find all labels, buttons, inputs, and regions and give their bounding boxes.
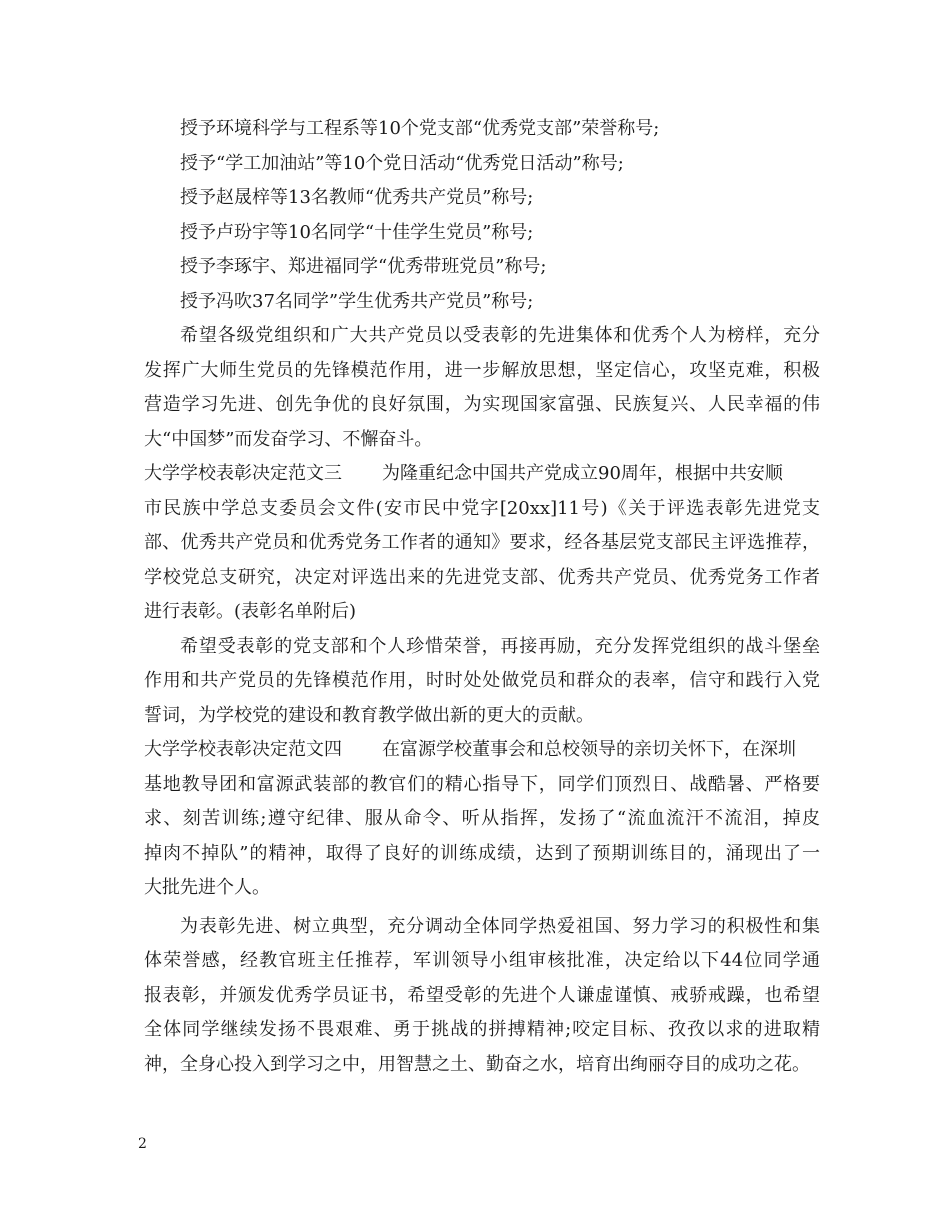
paragraph-line: 学校党总支研究，决定对评选出来的先进党支部、优秀共产党员、优秀党务工作者 [144,566,820,588]
award-line: 授予李琢宇、郑进福同学“优秀带班党员”称号; [180,256,547,277]
paragraph-line: 希望受表彰的党支部和个人珍惜荣誉，再接再励，充分发挥党组织的战斗堡垒 [180,635,820,657]
paragraph-line: 营造学习先进、创先争优的良好氛围，为实现国家富强、民族复兴、人民幸福的伟 [144,394,820,415]
award-line: 授予环境科学与工程系等10个党支部“优秀党支部”荣誉称号; [180,118,660,139]
paragraph-line: 大“中国梦”而发奋学习、不懈奋斗。 [144,428,433,450]
page-number: 2 [138,1136,147,1152]
paragraph-line: 神，全身心投入到学习之中，用智慧之土、勤奋之水，培育出绚丽夺目的成功之花。 [144,1053,810,1075]
document-page [144,112,820,1082]
paragraph-line: 希望各级党组织和广大共产党员以受表彰的先进集体和优秀个人为榜样，充分 [180,325,820,346]
paragraph-line: 求、刻苦训练;遵守纪律、服从命令、听从指挥，发扬了“流血流汗不流泪，掉皮 [144,808,820,829]
award-line: 授予卢玢宇等10名同学“十佳学生党员”称号; [180,221,534,243]
section-heading-line [144,733,820,768]
paragraph-line: 发挥广大师生党员的先锋模范作用，进一步解放思想，坚定信心，攻坚克难，积极 [144,359,820,381]
paragraph-line: 报表彰，并颁发优秀学员证书，希望受彰的先进个人谦虚谨慎、戒骄戒躁，也希望 [144,984,820,1006]
paragraph-line: 全体同学继续发扬不畏艰难、勇于挑战的拼搏精神;咬定目标、孜孜以求的进取精 [144,1019,820,1040]
paragraph-line: 体荣誉感，经教官班主任推荐，军训领导小组审核批准，决定给以下44位同学通 [144,950,820,971]
paragraph-line: 大批先进个人。 [144,877,270,898]
section-heading-line [144,457,820,492]
section-first-line: 为隆重纪念中国共产党成立90周年，根据中共安顺 [382,463,783,484]
paragraph-line: 市民族中学总支委员会文件(安市民中党字[20xx]11号)《关于评选表彰先进党支 [144,497,820,519]
award-line: 授予“学工加油站”等10个党日活动“优秀党日活动”称号; [180,152,624,174]
section-heading: 大学学校表彰决定范文四 [144,739,342,760]
section-first-line: 在富源学校董事会和总校领导的亲切关怀下，在深圳 [382,739,796,760]
paragraph-line: 基地教导团和富源武装部的教官们的精心指导下，同学们顶烈日、战酷暑、严格要 [144,773,820,795]
paragraph-line: 誓词，为学校党的建设和教育教学做出新的更大的贡献。 [144,704,594,726]
award-line: 授予赵晟梓等13名教师“优秀共产党员”称号; [180,187,534,208]
award-line: 授予冯吹37名同学”学生优秀共产党员”称号; [180,290,534,312]
paragraph-line: 掉肉不掉队”的精神，取得了良好的训练成绩，达到了预期训练目的，涌现出了一 [144,842,820,864]
paragraph-line: 进行表彰。(表彰名单附后) [144,601,357,622]
section-heading: 大学学校表彰决定范文三 [144,463,342,484]
paragraph-line: 作用和共产党员的先锋模范作用，时时处处做党员和群众的表率，信守和践行入党 [144,670,820,691]
paragraph-line: 为表彰先进、树立典型，充分调动全体同学热爱祖国、努力学习的积极性和集 [180,915,820,937]
paragraph-line: 部、优秀共产党员和优秀党务工作者的通知》要求，经各基层党支部民主评选推荐， [144,532,820,553]
